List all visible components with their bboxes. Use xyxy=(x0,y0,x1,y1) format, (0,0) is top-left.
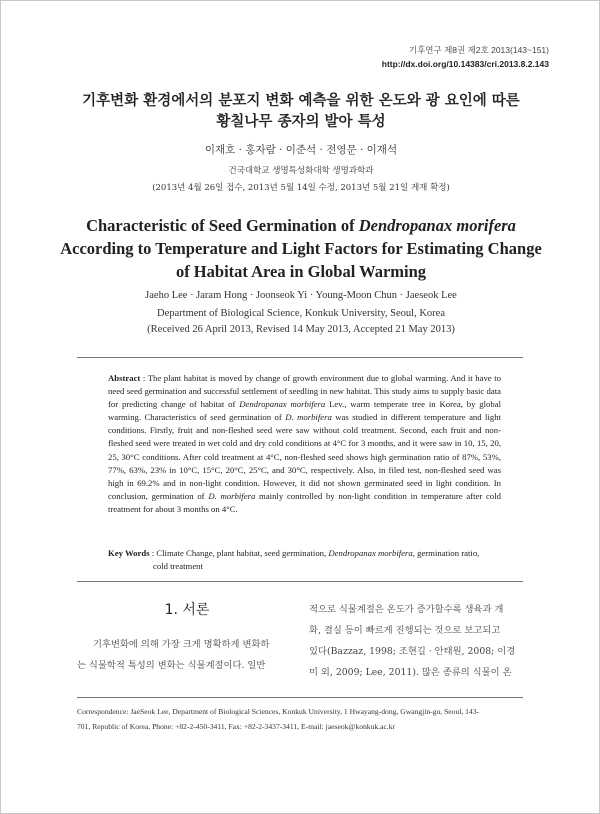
journal-citation: 기후연구 제8권 제2호 2013(143~151) xyxy=(408,45,549,55)
right-column-line: 화, 결실 등이 빠르게 진행되는 것으로 보고되고 xyxy=(309,625,501,636)
footnote-line: 701, Republic of Korea, Phone: +82-2-450-3411, Fax: +82-2-3437-3411, E-mail: jaeseok@konkuk.ac.kr xyxy=(77,722,396,731)
abstract-text-4: mainly controlled by non-light condition in temperature after cold treatment for about 3 months on 4°C. xyxy=(108,490,501,514)
divider-footnote xyxy=(77,697,523,698)
english-title-line-1 xyxy=(1,214,600,237)
english-affiliation: Department of Biological Science, Konkuk University, Seoul, Korea xyxy=(157,308,445,319)
keywords-text-2: , germination ratio, xyxy=(412,548,480,558)
english-title-text: Characteristic of Seed Germination of xyxy=(86,216,359,235)
divider-abstract-end xyxy=(77,581,523,582)
korean-dates: (2013년 4월 26일 접수, 2013년 5월 14일 수정, 2013년 5월 21일 게재 확정) xyxy=(152,183,450,193)
english-authors: Jaeho Lee · Jaram Hong · Joonseok Yi · Young-Moon Chun · Jaeseok Lee xyxy=(145,290,457,301)
left-column-line: 기후변화에 의해 가장 크게 명확하게 변화하 xyxy=(93,639,270,650)
keywords xyxy=(108,547,501,573)
english-title-line-2: According to Temperature and Light Factors for Estimating Change xyxy=(60,239,542,258)
abstract-species-3: D. morbifera xyxy=(208,490,256,501)
korean-authors: 이재호 · 홍자람 · 이준석 · 전영문 · 이재석 xyxy=(204,144,398,156)
korean-title-line-1: 기후변화 환경에서의 분포지 변화 예측을 위한 온도와 광 요인에 따른 xyxy=(82,93,520,109)
abstract-text-2: Lev., warm temperate tree in Korea, by global warming. Characteristics of seed germination of xyxy=(108,399,501,423)
abstract-species-2: D. morbifera xyxy=(285,412,332,423)
footnote-line: Correspondence: JaeSeok Lee, Department of Biological Sciences, Konkuk University, 1 Hwayang-dong, Gwangjin-gu, Seoul, 143- xyxy=(77,707,480,716)
left-column-line: 는 식물학적 특성의 변화는 식물계절이다. 일반 xyxy=(77,660,266,671)
abstract-species-1: Dendropanax morbifera xyxy=(239,399,326,410)
abstract-text-1: : The plant habitat is moved by change of growth environment due to global warming. And it have to need seed germination and successful settlement of seedling in new habitat. This study aims to supply basic data for predicting change of habitat of xyxy=(108,373,501,410)
divider-top xyxy=(77,357,523,358)
keywords-label: Key Words xyxy=(108,548,150,558)
english-dates: (Received 26 April 2013, Revised 14 May 2013, Accepted 21 May 2013) xyxy=(147,324,455,335)
keywords-species: Dendropanax morbifera xyxy=(328,548,413,558)
english-title-line-3: of Habitat Area in Global Warming xyxy=(175,262,427,281)
english-title-species: Dendropanax morifera xyxy=(358,216,516,235)
section-heading: 1. 서론 xyxy=(164,602,210,618)
doi-link[interactable]: http://dx.doi.org/10.14383/cri.2013.8.2.143 xyxy=(381,59,549,69)
right-column-line: 적으로 식물계절은 온도가 증가할수록 생육과 개 xyxy=(309,604,504,615)
keywords-line-2: cold treatment xyxy=(153,561,203,572)
abstract xyxy=(108,372,501,516)
abstract-label: Abstract xyxy=(108,373,141,383)
right-column-line: 미 외, 2009; Lee, 2011). 많은 종류의 식물이 온 xyxy=(309,667,512,678)
left-column xyxy=(77,634,297,676)
korean-affiliation: 건국대학교 생명특성화대학 생명과학과 xyxy=(228,166,374,176)
right-column xyxy=(309,599,525,683)
keywords-text-1: : Climate Change, plant habitat, seed germination, xyxy=(149,548,329,558)
right-column-line: 있다(Bazzaz, 1998; 조현길 · 안태원, 2008; 이경 xyxy=(309,646,516,657)
korean-title-line-2: 황칠나무 종자의 발아 특성 xyxy=(216,114,386,130)
footnote xyxy=(77,704,527,734)
abstract-text-3: was studied in different temperature and light conditions. Firstly, fruit and non-fleshed seed were saw without cold treatment. Second, each fruit and non-fleshed seed were treated in wet cold and dry cold conditions at 4°C for 3 months, and it were saw in 10, 15, 20, 25, 30°C conditions. After cold treatment at 4°C, non-fleshed seed shows high germination ratio of 87%, 53%, 77%, 63%, 23% in 10°C, 15°C, 20°C, 25°C, and 30°C, respectively. Also, in filed test, non-fleshed seed was high in 69.2% and in non-light condition. However, it did not shown germinated seed in light condition. In conclusion, germination of xyxy=(108,412,501,501)
